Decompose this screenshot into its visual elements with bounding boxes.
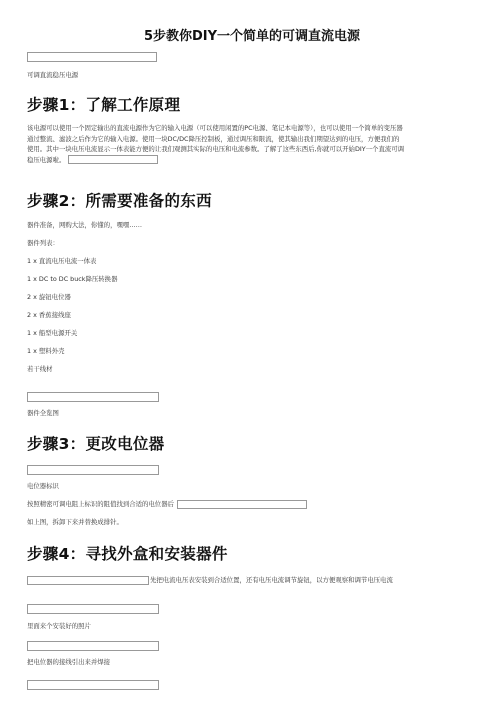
step3-caption: 电位器标识	[27, 482, 59, 490]
step1-heading: 步骤1：了解工作原理	[27, 96, 181, 114]
step2-prep: 器件准备，网购大法，你懂的，嘿嘿……	[27, 221, 143, 229]
step2-caption: 器件全览图	[27, 409, 59, 417]
step4-caption2: 把电位器的接线引出来并焊接	[27, 658, 111, 666]
image-placeholder	[27, 52, 157, 62]
intro-caption: 可调直流稳压电源	[27, 71, 79, 79]
document-title: 5步教你DIY一个简单的可调直流电源	[143, 29, 361, 44]
list-item: 2 x 香蕉接线座	[27, 311, 71, 319]
step3-line1	[27, 499, 307, 509]
list-item: 若干线材	[27, 365, 53, 373]
step3-heading: 步骤3：更改电位器	[27, 435, 165, 453]
image-placeholder	[27, 641, 159, 651]
image-placeholder	[27, 680, 159, 690]
inline-image-placeholder	[27, 576, 149, 585]
inline-image-placeholder	[177, 500, 307, 509]
step3-line1-text: 按照精密可调电阻上标识的阻值找到合适的电位器后	[27, 500, 174, 508]
list-item: 1 x 直流电压电流一体表	[27, 257, 97, 265]
list-item: 2 x 旋钮电位器	[27, 293, 71, 301]
step1-paragraph	[27, 123, 405, 165]
step4-caption1: 里面来个安装好的照片	[27, 622, 91, 630]
step4-text: 先把电流电压表安装到合适位置，还有电压电流调节旋钮，以方便观察和调节电压电流	[150, 576, 393, 584]
step3-line2: 如上图，拆卸下来并替换成排针。	[27, 518, 123, 526]
step1-text: 该电源可以使用一个固定输出的直流电源作为它的输入电源（可以使用闲置的PC电源、笔记本电源等），也可以使用一个简单的变压器通过整流、滤波之后作为它的输入电源。使用一块DC/DC降压控制板，通过调压和限流，使其输出我们期望达到的电压，方便我们的使用。其中一块电压电流显示一体表能方便的让我们观测其实际的电压和电流参数。了解了这些东西后,你就可以开始DIY一个直流可调稳压电源啦。	[27, 124, 405, 164]
inline-image-placeholder	[68, 155, 158, 164]
list-item: 1 x 塑料外壳	[27, 347, 65, 355]
step2-list-title: 器件列表：	[27, 239, 59, 247]
list-item: 1 x 船型电源开关	[27, 329, 78, 337]
image-placeholder	[27, 392, 159, 402]
step4-paragraph	[27, 575, 397, 586]
image-placeholder	[27, 604, 159, 614]
list-item: 1 x DC to DC buck降压转换器	[27, 275, 118, 283]
step2-heading: 步骤2：所需要准备的东西	[27, 192, 212, 210]
step4-heading: 步骤4：寻找外盒和安装器件	[27, 545, 228, 563]
image-placeholder	[27, 465, 159, 475]
